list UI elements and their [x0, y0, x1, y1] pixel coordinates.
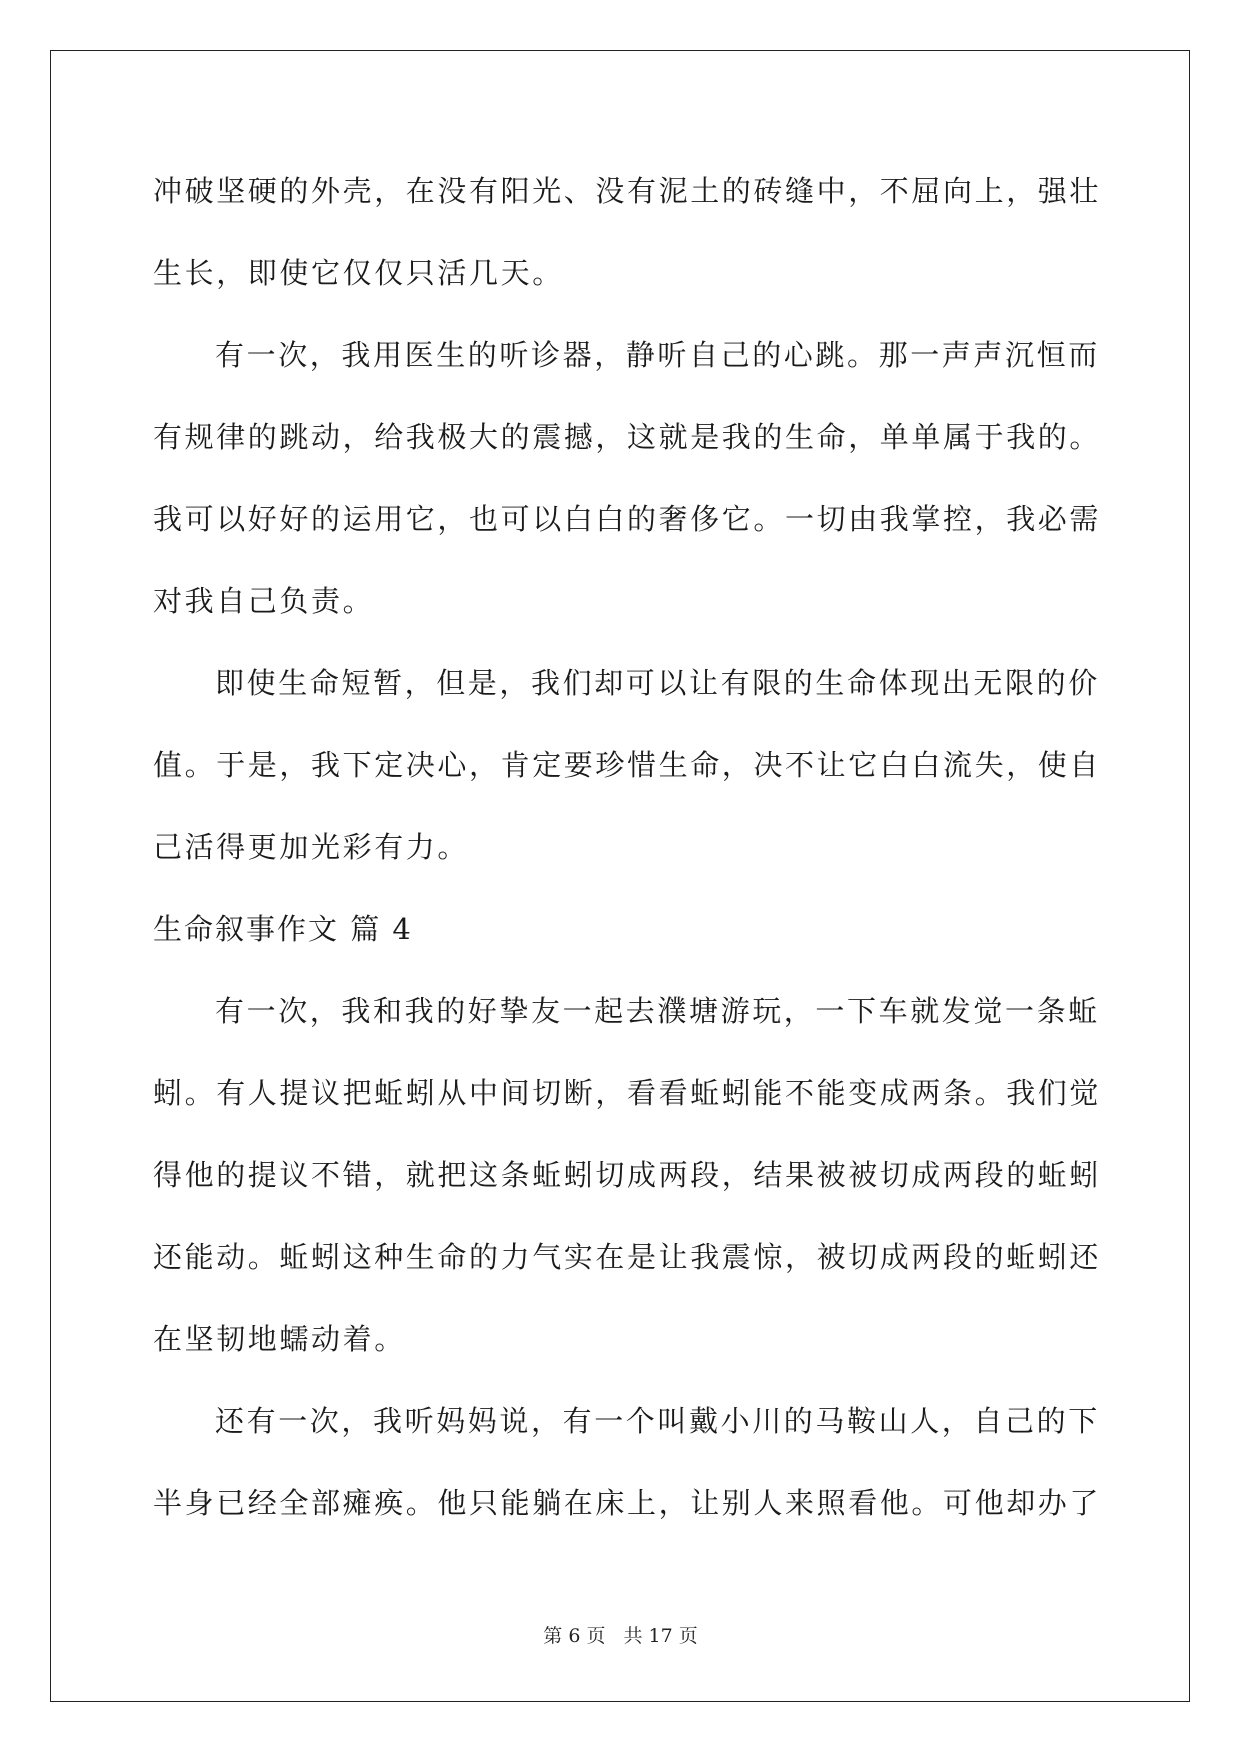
text-line: 冲破坚硬的外壳，在没有阳光、没有泥土的砖缝中，不屈向上，强壮 [153, 174, 1102, 208]
text-line: 得他的提议不错，就把这条蚯蚓切成两段，结果被被切成两段的蚯蚓 [153, 1158, 1102, 1192]
text-line: 在坚韧地蠕动着。 [153, 1322, 406, 1356]
document-body [153, 162, 1102, 1556]
text-line: 即使生命短暂，但是，我们却可以让有限的生命体现出无限的价 [215, 666, 1100, 700]
page-total: 共 17 页 [623, 1625, 698, 1647]
text-line: 有一次，我用医生的听诊器，静听自己的心跳。那一声声沉恒而 [215, 338, 1100, 372]
text-line: 我可以好好的运用它，也可以白白的奢侈它。一切由我掌控，我必需 [153, 502, 1102, 536]
text-line: 有一次，我和我的好挚友一起去濮塘游玩，一下车就发觉一条蚯 [215, 994, 1100, 1028]
page-footer [0, 1621, 1241, 1648]
text-line: 蚓。有人提议把蚯蚓从中间切断，看看蚯蚓能不能变成两条。我们觉 [153, 1076, 1102, 1110]
text-line: 还有一次，我听妈妈说，有一个叫戴小川的马鞍山人，自己的下 [215, 1404, 1100, 1438]
page-number: 第 6 页 [543, 1625, 606, 1647]
section-heading: 生命叙事作文 篇 4 [153, 912, 413, 946]
text-line: 值。于是，我下定决心，肯定要珍惜生命，决不让它白白流失，使自 [153, 748, 1102, 782]
text-line: 己活得更加光彩有力。 [153, 830, 470, 864]
text-line: 对我自己负责。 [153, 584, 375, 618]
text-line: 半身已经全部瘫痪。他只能躺在床上，让别人来照看他。可他却办了 [153, 1486, 1102, 1520]
text-line: 有规律的跳动，给我极大的震撼，这就是我的生命，单单属于我的。 [153, 420, 1102, 454]
text-line: 还能动。蚯蚓这种生命的力气实在是让我震惊，被切成两段的蚯蚓还 [153, 1240, 1102, 1274]
text-line: 生长，即使它仅仅只活几天。 [153, 256, 564, 290]
